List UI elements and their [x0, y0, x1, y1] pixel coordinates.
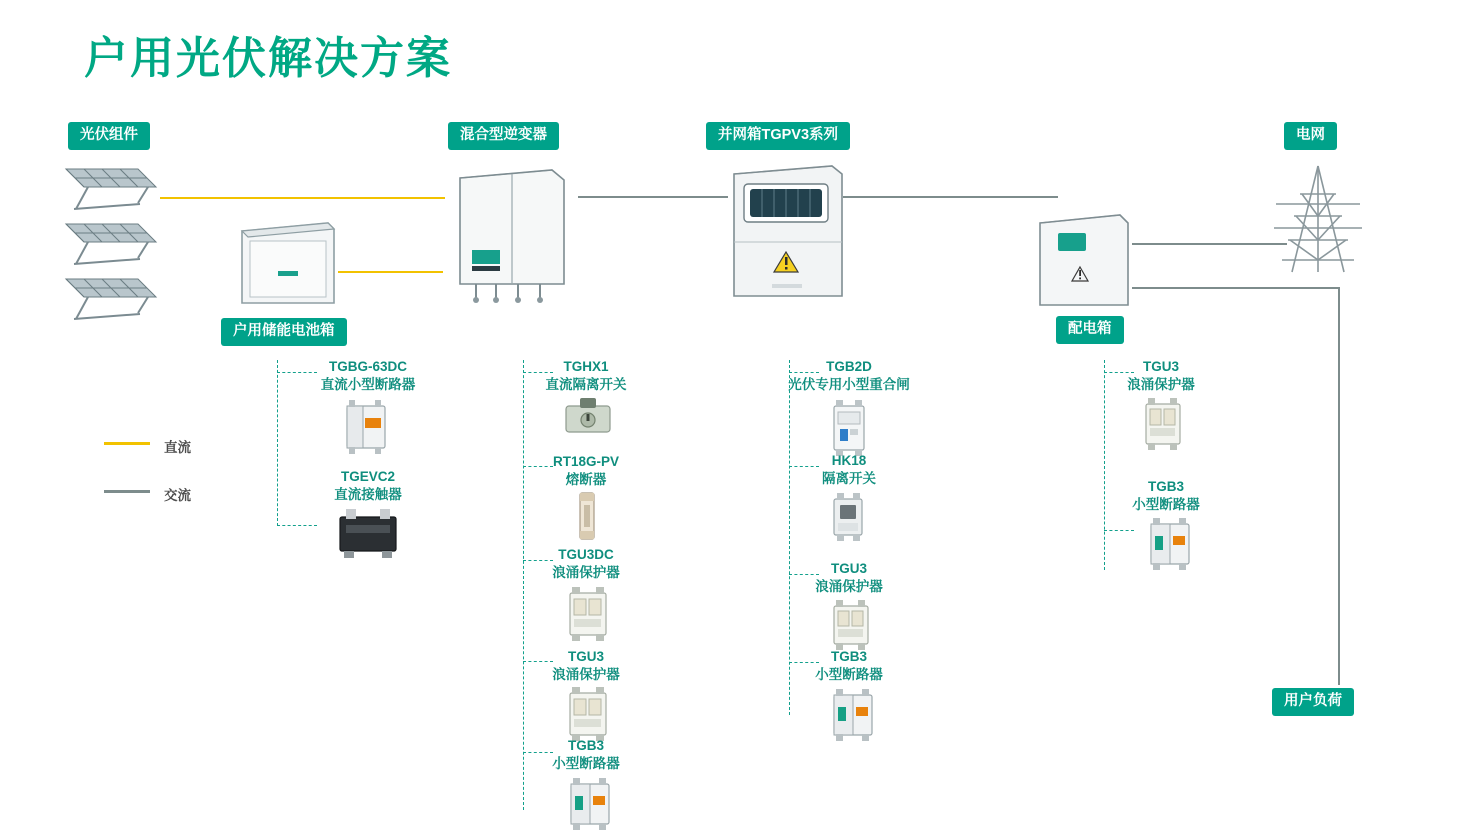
- legend-label-dc: 直流: [164, 440, 191, 455]
- component-description: 浪涌保护器: [552, 667, 620, 683]
- component-description: 小型断路器: [815, 667, 883, 683]
- pill-label-distribution: 配电箱: [1056, 316, 1124, 344]
- component-model: TGBG-63DC: [328, 359, 407, 374]
- component-description: 直流接触器: [334, 487, 402, 503]
- product-icon-spd-inverter: [562, 685, 614, 743]
- pv-panel-icon-1: [60, 163, 160, 215]
- component-description: 直流小型断路器: [320, 377, 416, 393]
- product-icon-hk18: [826, 489, 870, 545]
- component-description: 小型断路器: [552, 756, 620, 772]
- product-icon-isolator: [560, 396, 616, 440]
- component-model: TGU3: [830, 561, 867, 576]
- component-model: RT18G-PV: [552, 454, 620, 469]
- product-icon-mcb-dc: [337, 398, 399, 456]
- ac-line-gridbox-to-distribution: [843, 196, 1058, 198]
- dashed-branch-battery-2: [277, 525, 317, 526]
- product-icon-contactor: [332, 505, 404, 561]
- pill-label-user-load: 用户负荷: [1272, 688, 1354, 716]
- pill-label-pv-modules: 光伏组件: [68, 122, 150, 150]
- pill-label-battery-box: 户用储能电池箱: [221, 318, 347, 346]
- component-model: TGU3DC: [558, 547, 614, 562]
- component-caption: [278, 468, 458, 504]
- component-description: 隔离开关: [822, 471, 876, 487]
- component-caption: [759, 358, 939, 394]
- component-model: TGB3: [1147, 479, 1184, 494]
- component-model: TGB3: [830, 649, 867, 664]
- ac-line-to-load-v: [1338, 287, 1340, 685]
- dashed-branch-dist-2: [1104, 530, 1134, 531]
- distribution-box-icon: [1032, 205, 1136, 313]
- component-caption: [496, 453, 676, 489]
- product-icon-recloser: [826, 398, 872, 458]
- component-caption: [496, 358, 676, 394]
- component-description: 浪涌保护器: [1127, 377, 1195, 393]
- component-model: TGU3: [1142, 359, 1179, 374]
- component-caption: [1076, 478, 1256, 514]
- component-model: TGHX1: [563, 359, 609, 374]
- ac-line-distribution-to-grid: [1132, 243, 1287, 245]
- legend-swatch-dc: [104, 442, 150, 445]
- product-icon-mcb-gridbox: [826, 687, 880, 742]
- pill-label-grid: 电网: [1284, 122, 1337, 150]
- pv-panel-icon-3: [60, 273, 160, 325]
- component-caption: [759, 648, 939, 684]
- battery-cabinet-icon: [236, 209, 340, 309]
- legend-swatch-ac: [104, 490, 150, 493]
- hybrid-inverter-icon: [452, 162, 580, 310]
- component-caption: [496, 648, 676, 684]
- component-caption: [759, 560, 939, 596]
- component-description: 熔断器: [565, 472, 607, 488]
- component-caption: [278, 358, 458, 394]
- legend-label-ac: 交流: [164, 488, 191, 503]
- ac-line-inverter-to-gridbox: [578, 196, 728, 198]
- component-caption: [496, 546, 676, 582]
- product-icon-mcb-inverter: [563, 776, 617, 831]
- product-icon-fuse: [572, 487, 602, 545]
- dc-line-pv-to-inverter: [160, 197, 445, 199]
- grid-connection-box-icon: [728, 160, 848, 302]
- component-model: TGB2D: [826, 359, 872, 374]
- page-title: 户用光伏解决方案: [84, 34, 452, 83]
- component-description: 光伏专用小型重合闸: [788, 377, 910, 393]
- product-icon-spd-distribution: [1138, 396, 1188, 452]
- component-caption: [1071, 358, 1251, 394]
- component-description: 直流隔离开关: [545, 377, 627, 393]
- component-description: 小型断路器: [1132, 497, 1200, 513]
- product-icon-mcb-distribution: [1143, 516, 1197, 571]
- product-icon-spd-gridbox: [826, 598, 876, 652]
- component-model: TGU3: [567, 649, 604, 664]
- transmission-tower-icon: [1272, 160, 1364, 278]
- dc-line-battery-to-inverter: [338, 271, 443, 273]
- component-caption: [759, 452, 939, 488]
- ac-line-distribution-to-load-h: [1132, 287, 1340, 289]
- component-description: 浪涌保护器: [552, 565, 620, 581]
- product-icon-spd-dc: [562, 585, 614, 643]
- pill-label-grid-box: 并网箱TGPV3系列: [706, 122, 850, 150]
- component-model: TGB3: [567, 738, 604, 753]
- component-model: HK18: [831, 453, 867, 468]
- pill-label-inverter: 混合型逆变器: [448, 122, 559, 150]
- pv-panel-icon-2: [60, 218, 160, 270]
- component-caption: [496, 737, 676, 773]
- component-description: 浪涌保护器: [815, 579, 883, 595]
- component-model: TGEVC2: [340, 469, 395, 484]
